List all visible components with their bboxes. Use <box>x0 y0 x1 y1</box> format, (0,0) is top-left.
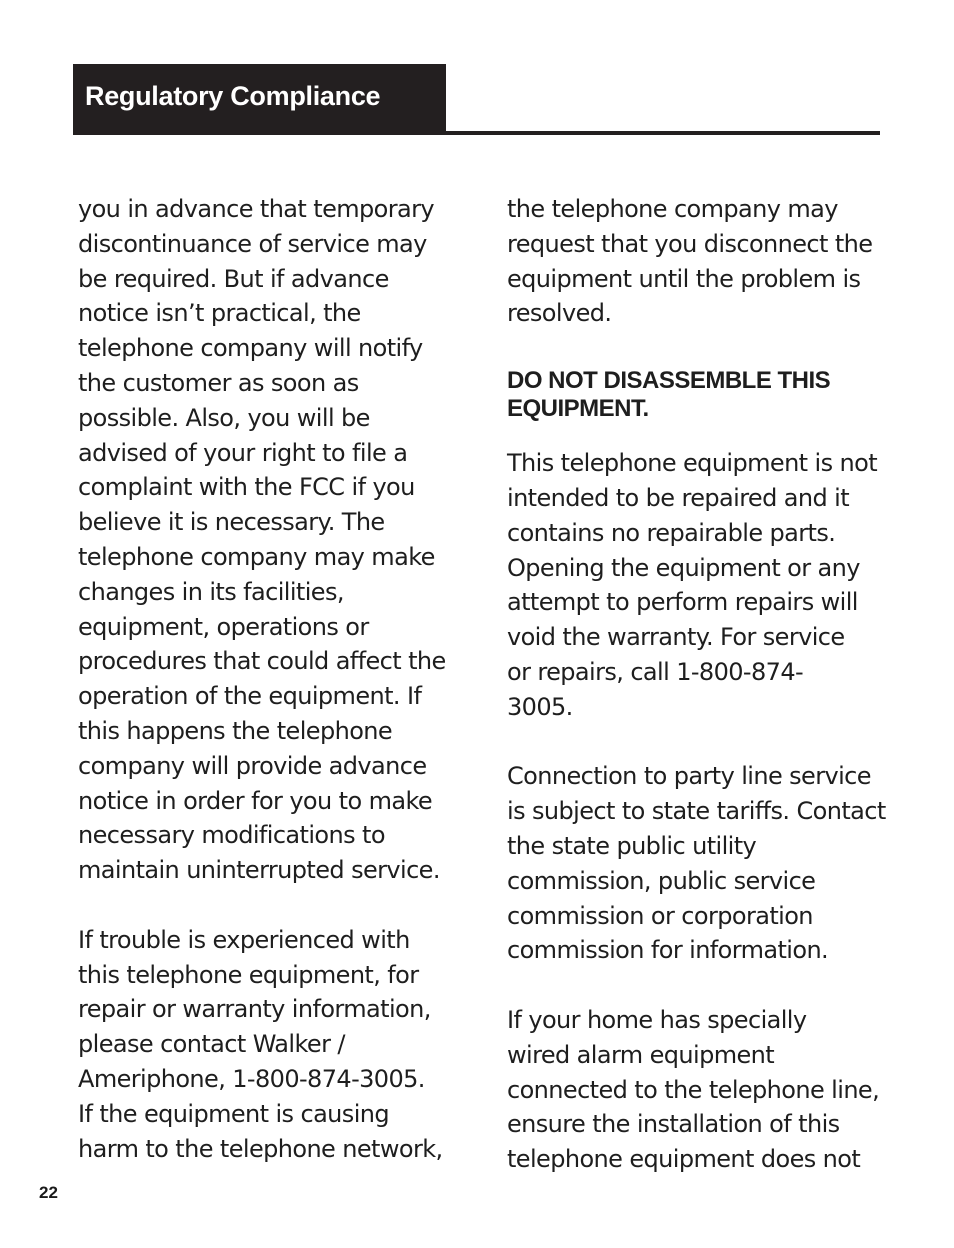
text-line: be required. But if advance <box>78 264 389 293</box>
right-column <box>507 192 885 1177</box>
heading-line: EQUIPMENT. <box>507 395 649 423</box>
paragraph-gap <box>507 968 885 1003</box>
paragraph-gap <box>78 888 450 923</box>
heading-gap-before <box>507 331 885 367</box>
right-paragraph-1 <box>507 192 885 331</box>
left-paragraph-1 <box>78 192 450 888</box>
text-line: is subject to state tariffs. Contact <box>507 797 886 826</box>
text-line: harm to the telephone network, <box>78 1134 443 1163</box>
text-line: necessary modifications to <box>78 821 385 850</box>
text-line: Connection to party line service <box>507 762 871 791</box>
text-line: connected to the telephone line, <box>507 1075 880 1104</box>
text-line: telephone company may make <box>78 542 435 571</box>
right-paragraph-2 <box>507 446 885 724</box>
text-line: contains no repairable parts. <box>507 518 836 547</box>
text-line: advised of your right to file a <box>78 438 408 467</box>
text-line: Opening the equipment or any <box>507 553 860 582</box>
right-paragraph-4 <box>507 1003 885 1177</box>
heading-gap-after <box>507 423 885 446</box>
text-line: Ameriphone, 1-800-874-3005. <box>78 1064 425 1093</box>
text-line: equipment, operations or <box>78 612 369 641</box>
text-line: commission for information. <box>507 936 829 965</box>
page-number: 22 <box>39 1183 58 1202</box>
text-line: possible. Also, you will be <box>78 403 370 432</box>
text-line: discontinuance of service may <box>78 229 427 258</box>
text-line: commission or corporation <box>507 901 813 930</box>
text-line: company will provide advance <box>78 751 427 780</box>
text-line: If your home has specially <box>507 1005 807 1034</box>
text-line: attempt to perform repairs will <box>507 588 858 617</box>
header-rule <box>446 131 880 135</box>
text-line: maintain uninterrupted service. <box>78 856 440 885</box>
heading-line: DO NOT DISASSEMBLE THIS <box>507 367 831 395</box>
text-line: notice in order for you to make <box>78 786 433 815</box>
section-header <box>73 64 446 135</box>
text-line: complaint with the FCC if you <box>78 473 415 502</box>
text-line: the telephone company may <box>507 195 838 223</box>
text-line: telephone company will notify <box>78 334 423 363</box>
text-line: resolved. <box>507 299 612 328</box>
left-paragraph-2 <box>78 923 450 1167</box>
text-line: telephone equipment does not <box>507 1145 861 1174</box>
text-line: notice isn’t practical, the <box>78 299 361 328</box>
text-line: or repairs, call 1-800-874- <box>507 657 804 686</box>
paragraph-gap <box>507 725 885 760</box>
text-line: the customer as soon as <box>78 368 359 397</box>
text-line: wired alarm equipment <box>507 1040 775 1069</box>
text-line: 3005. <box>507 692 573 721</box>
text-line: If the equipment is causing <box>78 1099 390 1128</box>
right-paragraph-3 <box>507 759 885 968</box>
text-line: This telephone equipment is not <box>507 449 878 478</box>
text-line: procedures that could affect the <box>78 647 446 676</box>
section-title: Regulatory Compliance <box>85 81 381 111</box>
text-line: ensure the installation of this <box>507 1110 840 1139</box>
text-line: commission, public service <box>507 866 816 895</box>
text-line: you in advance that temporary <box>78 195 434 223</box>
text-line: void the warranty. For service <box>507 623 845 652</box>
text-line: equipment until the problem is <box>507 264 861 293</box>
text-line: changes in its facilities, <box>78 577 344 606</box>
text-line: intended to be repaired and it <box>507 483 850 512</box>
text-line: request that you disconnect the <box>507 229 873 258</box>
text-line: this telephone equipment, for <box>78 960 419 989</box>
text-line: If trouble is experienced with <box>78 925 410 954</box>
text-line: the state public utility <box>507 831 757 860</box>
text-line: this happens the telephone <box>78 716 393 745</box>
text-line: believe it is necessary. The <box>78 508 385 537</box>
left-column <box>78 192 450 1166</box>
text-line: please contact Walker / <box>78 1030 345 1059</box>
text-line: operation of the equipment. If <box>78 682 422 711</box>
text-line: repair or warranty information, <box>78 995 431 1024</box>
warning-heading <box>507 367 885 423</box>
